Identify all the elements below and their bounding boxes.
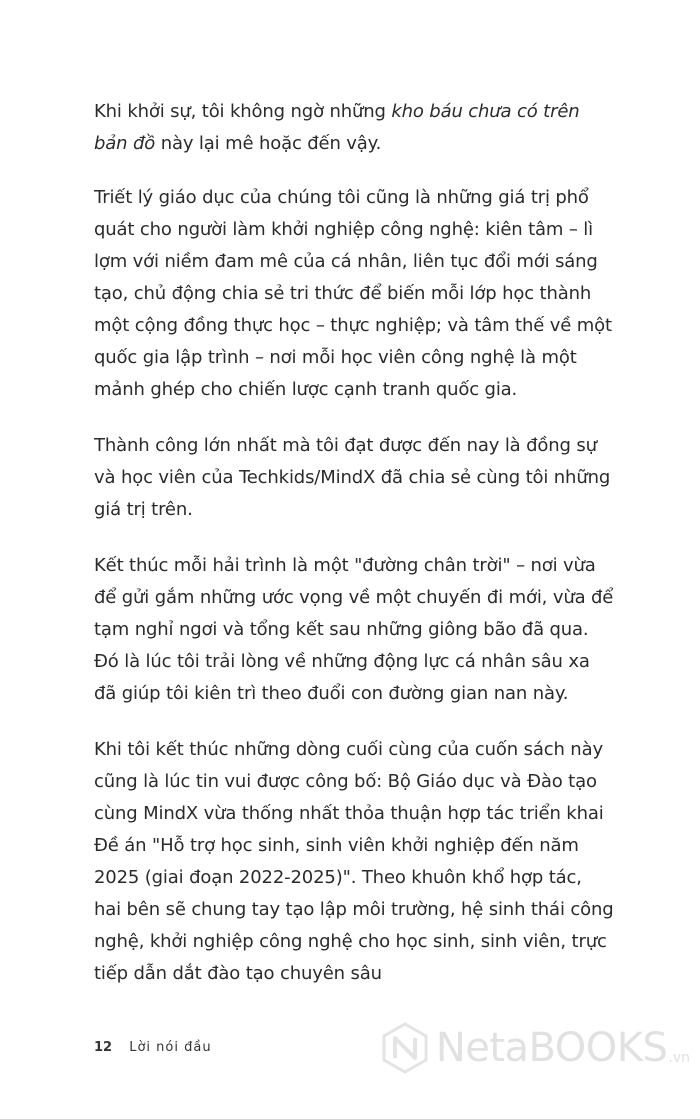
page-number: 12	[94, 1040, 113, 1055]
watermark-suffix: .vn	[668, 1050, 690, 1066]
page-footer	[94, 1040, 212, 1055]
paragraph-5: Khi tôi kết thúc những dòng cuối cùng của cuốn sách này cũng là lúc tin vui được công bố: Bộ Giáo dục và Đào tạo cùng MindX vừa thống nhất thỏa thuận hợp tác triển khai Đề án "Hỗ trợ học sinh, sinh viên khởi nghiệp đến năm 2025 (giai đoạn 2022-2025)". Theo khuôn khổ hợp tác, hai bên sẽ chung tay tạo lập môi trường, hệ sinh thái công nghệ, khởi nghiệp công nghệ cho học sinh, sinh viên, trực tiếp dẫn dắt đào tạo chuyên sâu	[94, 739, 614, 984]
watermark-brand: NetaBOOKS	[435, 1025, 668, 1071]
paragraph-1	[94, 96, 614, 160]
section-title: Lời nói đầu	[129, 1040, 212, 1055]
paragraph-3: Thành công lớn nhất mà tôi đạt được đến nay là đồng sự và học viên của Techkids/MindX đã chia sẻ cùng tôi những giá trị trên.	[94, 435, 611, 520]
watermark	[382, 1022, 690, 1074]
page-body	[94, 96, 614, 1014]
netabooks-logo-icon	[382, 1022, 428, 1074]
paragraph-4: Kết thúc mỗi hải trình là một "đường chân trời" – nơi vừa để gửi gắm những ước vọng về một chuyến đi mới, vừa để tạm nghỉ ngơi và tổng kết sau những giông bão đã qua. Đó là lúc tôi trải lòng về những động lực cá nhân sâu xa đã giúp tôi kiên trì theo đuổi con đường gian nan này.	[94, 555, 614, 704]
paragraph-1-text-start: Khi khởi sự, tôi không ngờ những	[94, 101, 392, 122]
paragraph-2: Triết lý giáo dục của chúng tôi cũng là những giá trị phổ quát cho người làm khởi nghiệp công nghệ: kiên tâm – lì lợm với niềm đam mê của cá nhân, liên tục đổi mới sáng tạo, chủ động chia sẻ tri thức để biến mỗi lớp học thành một cộng đồng thực học – thực nghiệp; và tâm thế về một quốc gia lập trình – nơi mỗi học viên công nghệ là một mảnh ghép cho chiến lược cạnh tranh quốc gia.	[94, 187, 612, 400]
paragraph-1-text-end: này lại mê hoặc đến vậy.	[155, 133, 382, 154]
paragraph-1-italic-phrase: kho báu chưa có trên bản đồ	[94, 101, 580, 154]
